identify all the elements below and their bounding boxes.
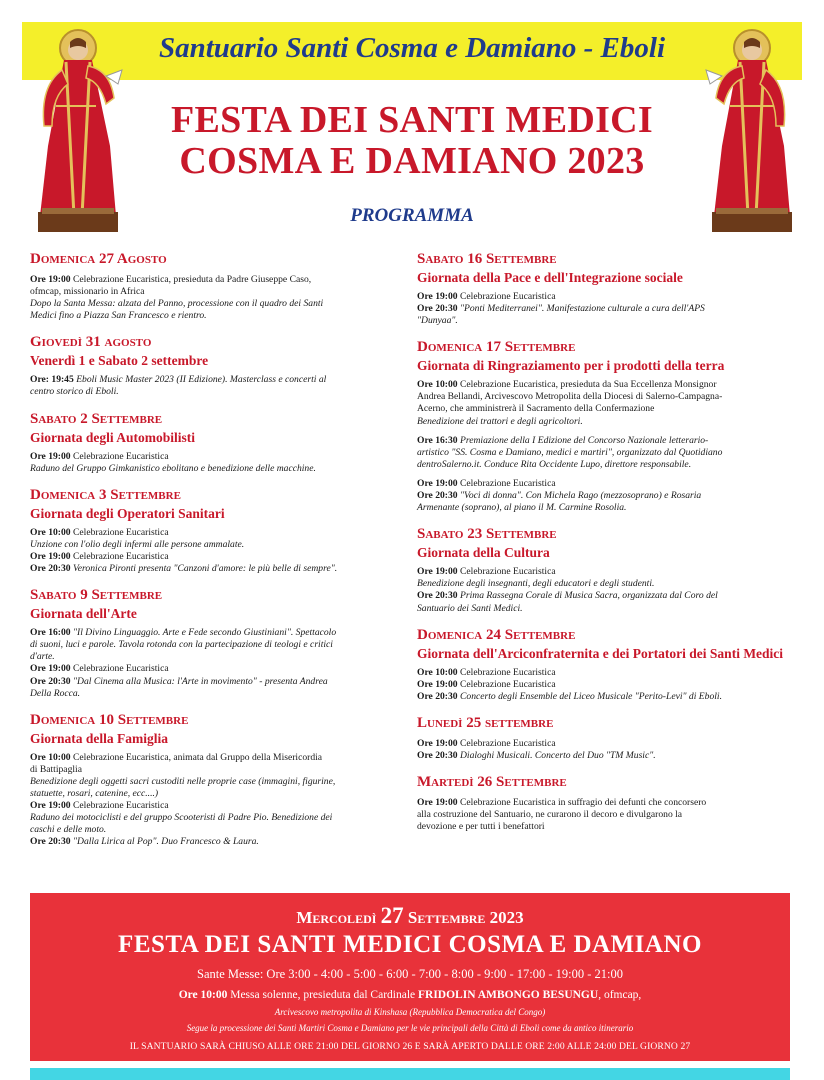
program-day — [30, 250, 405, 322]
event-line — [30, 788, 405, 800]
event-time: Ore 20:30 — [30, 836, 71, 848]
event-line — [417, 738, 790, 750]
event-time: Ore 10:00 — [30, 751, 71, 763]
program-day — [30, 333, 405, 398]
event-text: Celebrazione Eucaristica, animata dal Gruppo della Misericordia — [73, 751, 323, 763]
event-line — [417, 315, 790, 327]
event-line — [417, 821, 790, 833]
event-line — [30, 639, 405, 651]
event-line — [417, 447, 790, 459]
event-text: Dialoghi Musicali. Concerto del Duo "TM Music". — [460, 749, 656, 761]
event-time: Ore 19:00 — [417, 477, 458, 489]
event-text: di suoni, luci e parole. Tavola rotonda con la partecipazione di teologi e critici — [30, 639, 333, 651]
event-text: Premiazione della I Edizione del Concorso Nazionale letterario- — [460, 434, 709, 446]
event-line — [30, 651, 405, 663]
feast-date-weekday: Mercoledì — [296, 908, 377, 927]
event-time: Ore 19:00 — [30, 663, 71, 675]
event-text: artistico "SS. Cosma e Damiano, medici e martiri", organizzato dal Quotidiano — [417, 446, 723, 458]
event-text: "Ponti Mediterranei". Manifestazione culturale a cura dell'APS — [460, 303, 705, 315]
event-line — [30, 386, 405, 398]
day-subtitle: Giornata dell'Arciconfraternita e dei Portatori dei Santi Medici — [417, 645, 784, 661]
event-time: Ore 16:30 — [417, 434, 458, 446]
event-line — [30, 812, 405, 824]
saint-statue-right — [702, 26, 802, 234]
event-text: Celebrazione Eucaristica, presieduta da Padre Giuseppe Caso, — [73, 274, 312, 285]
event-text: Acerno, che amministrerà il Sacramento della Confermazione — [417, 403, 655, 415]
event-line — [30, 776, 405, 788]
procession-note: Segue la processione dei Santi Martiri Cosma e Damiano per le vie principali della Città di Eboli come da antico itinerario — [186, 1023, 634, 1033]
event-text: Benedizione dei trattori e degli agricoltori. — [417, 415, 583, 427]
program-day — [417, 714, 790, 762]
event-text: "Voci di donna". Con Michela Rago (mezzosoprano) e Rosaria — [460, 490, 702, 502]
event-text: "Dunyaa". — [417, 315, 458, 327]
day-subtitle: Giornata della Famiglia — [30, 730, 168, 746]
day-heading: Domenica 17 Settembre — [417, 339, 576, 356]
program-day — [30, 410, 405, 475]
event-line — [30, 764, 405, 776]
event-line — [30, 310, 405, 322]
event-line — [30, 527, 405, 539]
event-line — [30, 539, 405, 551]
event-time: Ore 19:00 — [30, 800, 71, 812]
event-line — [417, 578, 790, 590]
programma-heading: PROGRAMMA — [350, 205, 474, 226]
event-line — [30, 836, 405, 848]
event-line — [417, 291, 790, 303]
event-text: ofmcap, missionario in Africa — [30, 286, 145, 298]
bottom-strip — [30, 1068, 790, 1080]
event-line — [30, 752, 405, 764]
event-line — [417, 435, 790, 447]
day-heading: Giovedì 31 agosto — [30, 334, 152, 351]
event-text: Celebrazione Eucaristica — [460, 737, 556, 749]
event-text: Celebrazione Eucaristica — [460, 291, 556, 302]
program-day — [417, 626, 790, 703]
event-line — [30, 824, 405, 836]
event-time: Ore 10:00 — [417, 666, 458, 678]
event-line — [417, 391, 790, 403]
program-column-right — [417, 250, 790, 844]
event-time: Ore 16:00 — [30, 627, 71, 639]
event-line — [417, 590, 790, 602]
day-subtitle: Giornata di Ringraziamento per i prodotti della terra — [417, 358, 725, 374]
event-text: Dopo la Santa Messa: alzata del Panno, processione con il quadro dei Santi — [30, 298, 324, 310]
program-day — [417, 250, 790, 327]
event-text: Prima Rassegna Corale di Musica Sacra, organizzata dal Coro del — [460, 590, 718, 602]
event-time: Ore 19:00 — [417, 797, 458, 809]
event-text: Unzione con l'olio degli infermi alle persone ammalate. — [30, 538, 245, 550]
event-line — [417, 303, 790, 315]
main-title-line2: COSMA E DAMIANO 2023 — [179, 140, 645, 182]
event-text: Raduno del Gruppo Gimkanistico ebolitano e benedizione delle macchine. — [30, 462, 316, 474]
day-heading: Domenica 10 Settembre — [30, 711, 189, 728]
event-text: Eboli Music Master 2023 (II Edizione). Masterclass e concerti al — [76, 374, 327, 386]
event-line — [30, 286, 405, 298]
event-text: Benedizione degli oggetti sacri custoditi nelle proprie case (immagini, figurine, — [30, 775, 336, 787]
event-text: centro storico di Eboli. — [30, 386, 119, 398]
event-line — [417, 478, 790, 490]
program-day — [30, 586, 405, 700]
program-day — [417, 525, 790, 614]
event-text: Veronica Pironti presenta "Canzoni d'amore: le più belle di sempre". — [73, 563, 338, 575]
day-heading: Domenica 27 Agosto — [30, 251, 167, 267]
event-text: Celebrazione Eucaristica — [73, 526, 169, 538]
event-text: Benedizione degli insegnanti, degli educatori e degli studenti. — [417, 578, 655, 590]
event-text: Celebrazione Eucaristica — [73, 450, 169, 462]
event-text: Andrea Bellandi, Arcivescovo Metropolita della Diocesi di Salerno-Campagna- — [417, 391, 723, 403]
feast-date-day: 27 — [380, 903, 404, 928]
event-text: Celebrazione Eucaristica, presieduta da Sua Eccellenza Monsignor — [460, 379, 717, 391]
event-text: Armenante (soprano), al piano il M. Carmine Rosolia. — [417, 502, 627, 514]
event-line — [417, 379, 790, 391]
day-subtitle: Giornata dell'Arte — [30, 606, 137, 622]
event-text: Celebrazione Eucaristica in suffragio dei defunti che concorsero — [460, 797, 707, 809]
event-line — [30, 463, 405, 475]
mass-schedule: Sante Messe: Ore 3:00 - 4:00 - 5:00 - 6:00 - 7:00 - 8:00 - 9:00 - 17:00 - 19:00 - 21:00 — [197, 967, 623, 981]
main-feast-box — [30, 893, 790, 1061]
event-text: "Dal Cinema alla Musica: l'Arte in movimento" - presenta Andrea — [73, 675, 328, 687]
event-time: Ore 19:00 — [30, 274, 71, 285]
event-line — [30, 563, 405, 575]
event-time: Ore 20:30 — [30, 675, 71, 687]
event-line — [417, 667, 790, 679]
event-time: Ore 20:30 — [417, 590, 458, 602]
day-subtitle: Giornata della Pace e dell'Integrazione sociale — [417, 270, 683, 285]
event-time: Ore 20:30 — [417, 690, 458, 702]
opening-hours-note: IL SANTUARIO SARÀ CHIUSO ALLE ORE 21:00 DEL GIORNO 26 E SARÀ APERTO DALLE ORE 2:00 ALLE 24:00 DEL GIORNO 27 — [129, 1041, 691, 1052]
event-time: Ore 19:00 — [417, 291, 458, 302]
event-text: d'arte. — [30, 651, 55, 663]
solemn-mass-time: Ore 10:00 — [178, 989, 228, 1001]
banner-title: Santuario Santi Cosma e Damiano - Eboli — [158, 32, 665, 64]
event-line — [417, 403, 790, 415]
day-subtitle: Giornata della Cultura — [417, 545, 550, 561]
feast-date-month-year: Settembre 2023 — [407, 908, 524, 927]
day-heading: Sabato 23 Settembre — [417, 526, 557, 543]
event-text: statuette, rosari, catenine, ecc....) — [30, 787, 159, 799]
day-heading: Sabato 9 Settembre — [30, 587, 163, 604]
day-heading: Domenica 24 Settembre — [417, 626, 576, 643]
event-text: dentroSalerno.it. Conduce Rita Occidente Lupo, direttore responsabile. — [417, 458, 692, 470]
event-text: devozione e per tutti i benefattori — [417, 821, 545, 833]
program-day — [30, 711, 405, 849]
event-line — [417, 750, 790, 762]
event-line — [30, 451, 405, 463]
event-time: Ore 20:30 — [30, 563, 71, 575]
solemn-mass — [30, 989, 790, 1001]
day-heading: Domenica 3 Settembre — [30, 486, 181, 503]
event-time: Ore 20:30 — [417, 303, 458, 315]
event-text: "Il Divino Linguaggio. Arte e Fede secondo Giustiniani". Spettacolo — [73, 627, 337, 639]
event-time: Ore 10:00 — [30, 526, 71, 538]
event-time: Ore 10:00 — [417, 379, 458, 391]
event-line — [30, 800, 405, 812]
event-line — [417, 679, 790, 691]
event-line — [417, 797, 790, 809]
solemn-mass-text: Messa solenne, presieduta dal Cardinale — [230, 989, 416, 1001]
event-line — [30, 676, 405, 688]
program-day — [417, 773, 790, 833]
saint-statue-left — [26, 26, 126, 234]
event-text: Santuario dei Santi Medici. — [417, 602, 523, 614]
main-title-line1: FESTA DEI SANTI MEDICI — [170, 99, 654, 141]
event-text: Concerto degli Ensemble del Liceo Musicale "Perito-Levi" di Eboli. — [460, 690, 722, 702]
event-text: Celebrazione Eucaristica — [73, 800, 169, 812]
event-time: Ore 20:30 — [417, 490, 458, 502]
event-text: Raduno dei motociclisti e del gruppo Scooteristi di Padre Pio. Benedizione dei — [30, 812, 333, 824]
event-line — [417, 566, 790, 578]
event-line — [30, 688, 405, 700]
event-line — [30, 663, 405, 675]
event-text: Celebrazione Eucaristica — [460, 566, 556, 578]
event-line — [417, 459, 790, 471]
program-day — [30, 486, 405, 575]
cardinal-name: FRIDOLIN AMBONGO BESUNGU — [418, 989, 599, 1001]
event-text: Della Rocca. — [30, 687, 81, 699]
event-text: Celebrazione Eucaristica — [73, 663, 169, 675]
event-text: alla costruzione del Santuario, ne curarono il decoro e divulgarono la — [417, 809, 683, 821]
event-line — [417, 603, 790, 615]
event-time: Ore 19:00 — [417, 566, 458, 578]
event-text: di Battipaglia — [30, 763, 82, 775]
event-text: caschi e delle moto. — [30, 824, 107, 836]
program-column-left — [30, 250, 405, 859]
event-line — [30, 374, 405, 386]
event-line — [30, 627, 405, 639]
day-subtitle: Venerdì 1 e Sabato 2 settembre — [30, 353, 209, 369]
event-time: Ore: 19:45 — [30, 374, 74, 386]
cardinal-suffix: , ofmcap, — [598, 989, 642, 1001]
feast-title: FESTA DEI SANTI MEDICI COSMA E DAMIANO — [118, 931, 702, 958]
event-text: Celebrazione Eucaristica — [460, 666, 556, 678]
event-text: Celebrazione Eucaristica — [460, 678, 556, 690]
event-line — [417, 416, 790, 428]
program-day — [417, 338, 790, 514]
event-line — [417, 691, 790, 703]
event-time: Ore 19:00 — [30, 550, 71, 562]
feast-date — [30, 903, 790, 929]
day-heading: Sabato 2 Settembre — [30, 410, 163, 427]
event-time: Ore 19:00 — [417, 678, 458, 690]
day-subtitle: Giornata degli Operatori Sanitari — [30, 505, 225, 521]
event-line — [30, 551, 405, 563]
event-line — [417, 502, 790, 514]
event-line — [30, 274, 405, 286]
event-time: Ore 19:00 — [417, 737, 458, 749]
day-heading: Lunedì 25 settembre — [417, 714, 554, 731]
event-line — [417, 809, 790, 821]
event-text: Celebrazione Eucaristica — [73, 550, 169, 562]
event-text: Medici fino a Piazza San Francesco e rientro. — [30, 310, 207, 322]
event-time: Ore 19:00 — [30, 450, 71, 462]
event-line — [417, 490, 790, 502]
event-text: Celebrazione Eucaristica — [460, 477, 556, 489]
event-time: Ore 20:30 — [417, 749, 458, 761]
day-heading: Sabato 16 Settembre — [417, 251, 557, 267]
event-line — [30, 298, 405, 310]
day-heading: Martedì 26 Settembre — [417, 774, 567, 791]
day-subtitle: Giornata degli Automobilisti — [30, 429, 196, 445]
archbishop-note: Arcivescovo metropolita di Kinshasa (Repubblica Democratica del Congo) — [274, 1007, 546, 1017]
event-text: "Dalla Lirica al Pop". Duo Francesco & Laura. — [73, 836, 259, 848]
header-banner — [22, 22, 802, 80]
